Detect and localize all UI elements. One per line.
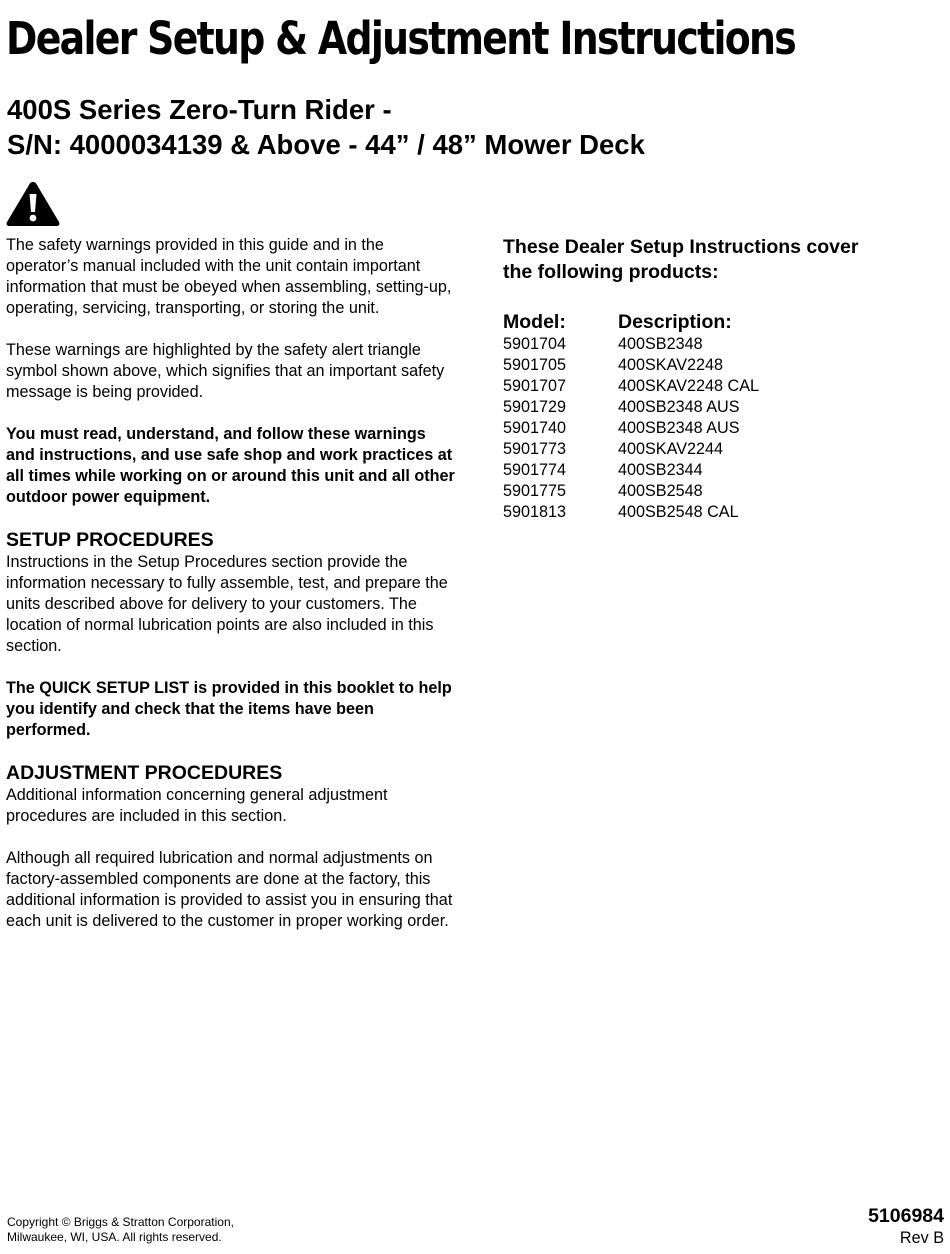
right-column xyxy=(503,235,923,523)
products-heading-line: These Dealer Setup Instructions cover xyxy=(503,236,859,258)
left-column xyxy=(6,235,456,953)
document-number-block xyxy=(868,1205,944,1249)
table-row xyxy=(503,376,923,397)
document-revision: Rev B xyxy=(899,1229,944,1247)
safety-warning-paragraph: You must read, understand, and follow these warnings and instructions, and use safe shop and work practices at all times while working on or around this unit and all other outdoor power equipment. xyxy=(6,425,455,506)
table-row xyxy=(503,418,923,439)
description-cell: 400SB2344 xyxy=(618,461,703,479)
model-cell: 5901707 xyxy=(503,377,567,395)
document-subtitle xyxy=(7,92,645,162)
description-cell: 400SB2348 AUS xyxy=(618,419,740,437)
model-cell: 5901813 xyxy=(503,503,567,521)
products-heading xyxy=(503,235,923,285)
adjustment-procedures-heading: ADJUSTMENT PROCEDURES xyxy=(6,762,283,784)
subtitle-line: 400S Series Zero-Turn Rider - xyxy=(7,94,392,125)
setup-paragraph: Instructions in the Setup Procedures section provide the information necessary to fully assemble, test, and prepare the units described above for delivery to your customers. The location of normal lubrication points are also included in this section. xyxy=(6,553,448,655)
adjustment-paragraph: Although all required lubrication and normal adjustments on factory-assembled components are done at the factory, this additional information is provided to assist you in ensuring that each unit is delivered to the customer in proper working order. xyxy=(6,849,453,930)
description-cell: 400SKAV2244 xyxy=(618,440,724,458)
model-cell: 5901775 xyxy=(503,482,567,500)
model-cell: 5901705 xyxy=(503,356,567,374)
setup-procedures-heading: SETUP PROCEDURES xyxy=(6,529,214,551)
model-cell: 5901740 xyxy=(503,419,567,437)
table-row xyxy=(503,355,923,376)
table-row xyxy=(503,334,923,355)
table-row xyxy=(503,397,923,418)
table-row xyxy=(503,439,923,460)
copyright-line: Copyright © Briggs & Stratton Corporation, xyxy=(7,1215,234,1229)
description-cell: 400SB2548 CAL xyxy=(618,503,739,521)
model-column-header: Model: xyxy=(503,311,566,333)
description-column-header: Description: xyxy=(618,311,732,333)
model-cell: 5901729 xyxy=(503,398,567,416)
description-cell: 400SB2348 xyxy=(618,335,703,353)
model-cell: 5901704 xyxy=(503,335,567,353)
warning-triangle-icon xyxy=(5,180,61,228)
model-cell: 5901774 xyxy=(503,461,567,479)
products-heading-line: the following products: xyxy=(503,261,719,283)
safety-paragraph: The safety warnings provided in this guide and in the operator’s manual included with the unit contain important information that must be obeyed when assembling, setting-up, operating, servicing, transporting, or storing the unit. xyxy=(6,236,452,317)
description-cell: 400SKAV2248 xyxy=(618,356,724,374)
adjustment-paragraph: Additional information concerning general adjustment procedures are included in this section. xyxy=(6,786,388,825)
copyright-notice xyxy=(7,1215,234,1245)
copyright-line: Milwaukee, WI, USA. All rights reserved. xyxy=(7,1230,222,1244)
table-row xyxy=(503,481,923,502)
document-title: Dealer Setup & Adjustment Instructions xyxy=(6,12,796,65)
safety-paragraph: These warnings are highlighted by the safety alert triangle symbol shown above, which signifies that an important safety message is being provided. xyxy=(6,341,445,401)
document-number: 5106984 xyxy=(868,1205,944,1227)
quick-setup-paragraph: The QUICK SETUP LIST is provided in this booklet to help you identify and check that the items have been performed. xyxy=(6,679,452,739)
description-cell: 400SB2348 AUS xyxy=(618,398,740,416)
description-cell: 400SKAV2248 CAL xyxy=(618,377,759,395)
table-row xyxy=(503,502,923,523)
model-cell: 5901773 xyxy=(503,440,567,458)
subtitle-line: S/N: 4000034139 & Above - 44” / 48” Mower Deck xyxy=(7,129,645,160)
models-table-header xyxy=(503,310,923,334)
models-table xyxy=(503,310,923,523)
description-cell: 400SB2548 xyxy=(618,482,703,500)
table-row xyxy=(503,460,923,481)
